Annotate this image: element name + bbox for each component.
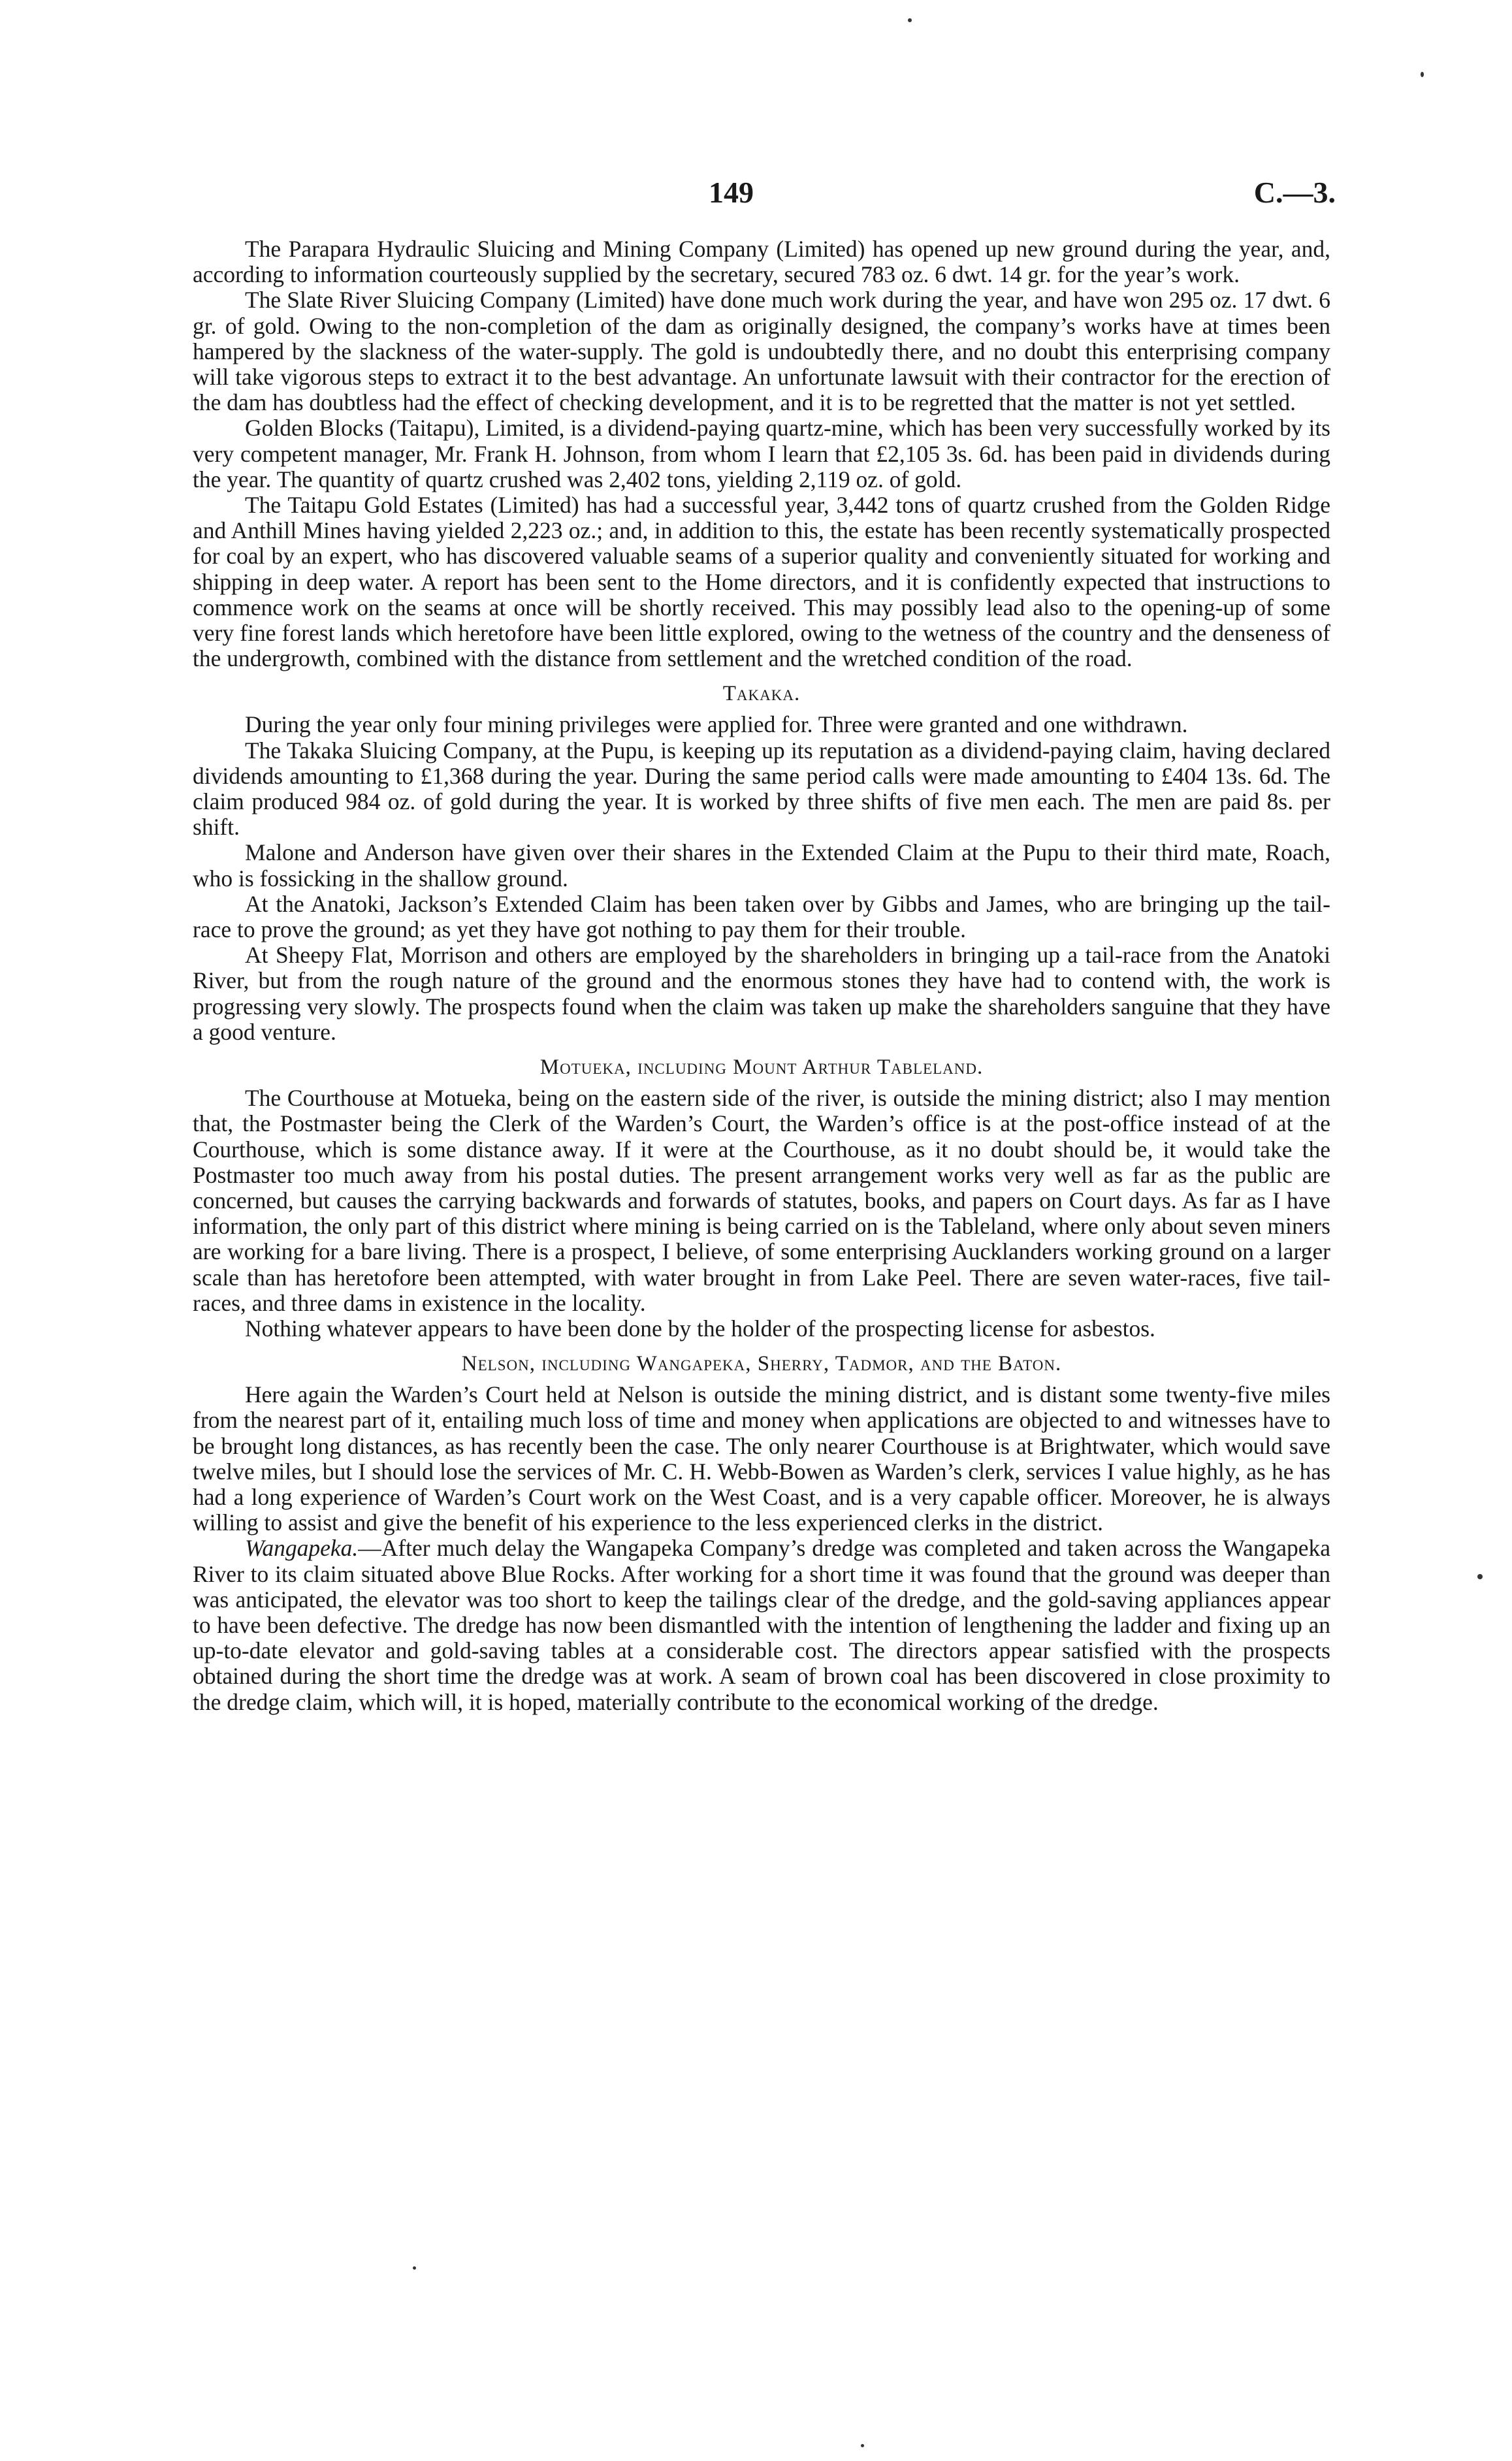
paragraph: Here again the Warden’s Court held at Nelson is outside the mining district, and is distant some twenty-five miles from the nearest part of it, entailing much loss of time and money when applications are objected to and witnesses have to be brought long distances, as has recently been the case. The only nearer Courthouse is at Brightwater, which would save twelve miles, but I should lose the services of Mr. C. H. Webb-Bowen as Warden’s clerk, services I value highly, as he has had a long experience of Warden’s Court work on the West Coast, and is a very capable officer. Moreover, he is always willing to assist and give the benefit of his experience to the less experienced clerks in the district. [193,1381,1330,1536]
scan-speck [1421,72,1424,77]
document-body [193,236,1330,1715]
scan-speck [861,2444,864,2447]
section-nelson [193,1351,1330,1715]
section-motueka [193,1054,1330,1342]
page-header [193,175,1336,214]
scan-speck [413,2266,416,2270]
scan-speck [908,18,912,22]
paragraph: The Parapara Hydraulic Sluicing and Mining Company (Limited) has opened up new ground during the year, and, according to information courteously supplied by the secretary, secured 783 oz. 6 dwt. 14 gr. for the year’s work. [193,236,1330,288]
paragraph: At Sheepy Flat, Morrison and others are employed by the shareholders in bringing up a tail-race from the Anatoki River, but from the rough nature of the ground and the enormous stones they have had to contend with, the work is progressing very slowly. The prospects found when the claim was taken up make the shareholders sanguine that they have a good venture. [193,942,1330,1045]
paragraph: Malone and Anderson have given over their shares in the Extended Claim at the Pupu to their third mate, Roach, who is fossicking in the shallow ground. [193,839,1330,892]
paragraph: Golden Blocks (Taitapu), Limited, is a dividend-paying quartz-mine, which has been very successfully worked by its very competent manager, Mr. Frank H. Johnson, from whom I learn that £2,105 3s. 6d. has been paid in dividends during the year. The quantity of quartz crushed was 2,402 tons, yielding 2,119 oz. of gold. [193,415,1330,492]
paragraph: During the year only four mining privileges were applied for. Three were granted and one withdrawn. [245,711,1188,738]
paragraph: The Takaka Sluicing Company, at the Pupu, is keeping up its reputation as a dividend-paying claim, having declared dividends amounting to £1,368 during the year. During the same period calls were made amounting to £404 13s. 6d. The claim produced 984 oz. of gold during the year. It is worked by three shifts of five men each. The men are paid 8s. per shift. [193,737,1330,841]
section-heading: Takaka. [722,682,801,706]
section-takaka [193,681,1330,1045]
scan-speck [1477,1574,1483,1579]
paragraph: The Taitapu Gold Estates (Limited) has had a successful year, 3,442 tons of quartz crushed from the Golden Ridge and Anthill Mines having yielded 2,223 oz.; and, in addition to this, the estate has been recently systematically prospected for coal by an expert, who has discovered valuable seams of a superior quality and conveniently situated for working and shipping in deep water. A report has been sent to the Home directors, and it is confidently expected that instructions to commence work on the seams at once will be shortly received. This may possibly lead also to the opening-up of some very fine forest lands which heretofore have been little explored, owing to the wetness of the country and the denseness of the undergrowth, combined with the distance from settlement and the wretched condition of the road. [193,492,1330,672]
paragraph: Wangapeka.—After much delay the Wangapeka Company’s dredge was completed and taken across the Wangapeka River to its claim situated above Blue Rocks. After working for a short time it was found that the ground was deeper than was anticipated, the elevator was too short to keep the tailings clear of the dredge, and the gold-saving appliances appear to have been defective. The dredge has now been dismantled with the intention of lengthening the ladder and fixing up an up-to-date elevator and gold-saving tables at a considerable cost. The directors appear satisfied with the prospects obtained during the short time the dredge was at work. A seam of brown coal has been discovered in close proximity to the dredge claim, which will, it is hoped, materially contribute to the economical working of the dredge. [193,1535,1330,1715]
paragraph: The Slate River Sluicing Company (Limited) have done much work during the year, and have won 295 oz. 17 dwt. 6 gr. of gold. Owing to the non-completion of the dam as originally designed, the company’s works have at times been hampered by the slackness of the water-supply. The gold is undoubtedly there, and no doubt this enterprising company will take vigorous steps to extract it to the best advantage. An unfortunate lawsuit with their contractor for the erection of the dam has doubtless had the effect of checking development, and it is to be regretted that the matter is not yet settled. [193,287,1330,416]
paragraph: At the Anatoki, Jackson’s Extended Claim has been taken over by Gibbs and James, who are bringing up the tail-race to prove the ground; as yet they have got nothing to pay them for their trouble. [193,890,1330,943]
section-opening [193,236,1330,671]
section-heading: Motueka, including Mount Arthur Tableland. [539,1055,984,1080]
section-heading: Nelson, including Wangapeka, Sherry, Tadmor, and the Baton. [461,1352,1062,1376]
document-reference: C.—3. [1253,176,1336,209]
paragraph: Nothing whatever appears to have been done by the holder of the prospecting license for asbestos. [245,1315,1155,1342]
paragraph-lead: Wangapeka. [245,1535,359,1562]
page-number: 149 [709,176,754,209]
paragraph: The Courthouse at Motueka, being on the eastern side of the river, is outside the mining district; also I may mention that, the Postmaster being the Clerk of the Warden’s Court, the Warden’s office is at the post-office instead of at the Courthouse, which is some distance away. If it were at the Courthouse, as it no doubt should be, it would take the Postmaster too much away from his postal duties. The present arrangement works very well as far as the public are concerned, but causes the carrying backwards and forwards of statutes, books, and papers on Court days. As far as I have information, the only part of this district where mining is being carried on is the Tableland, where only about seven miners are working for a bare living. There is a prospect, I believe, of some enterprising Aucklanders working ground on a larger scale than has heretofore been attempted, with water brought in from Lake Peel. There are seven water-races, five tail-races, and three dams in existence in the locality. [193,1085,1330,1316]
